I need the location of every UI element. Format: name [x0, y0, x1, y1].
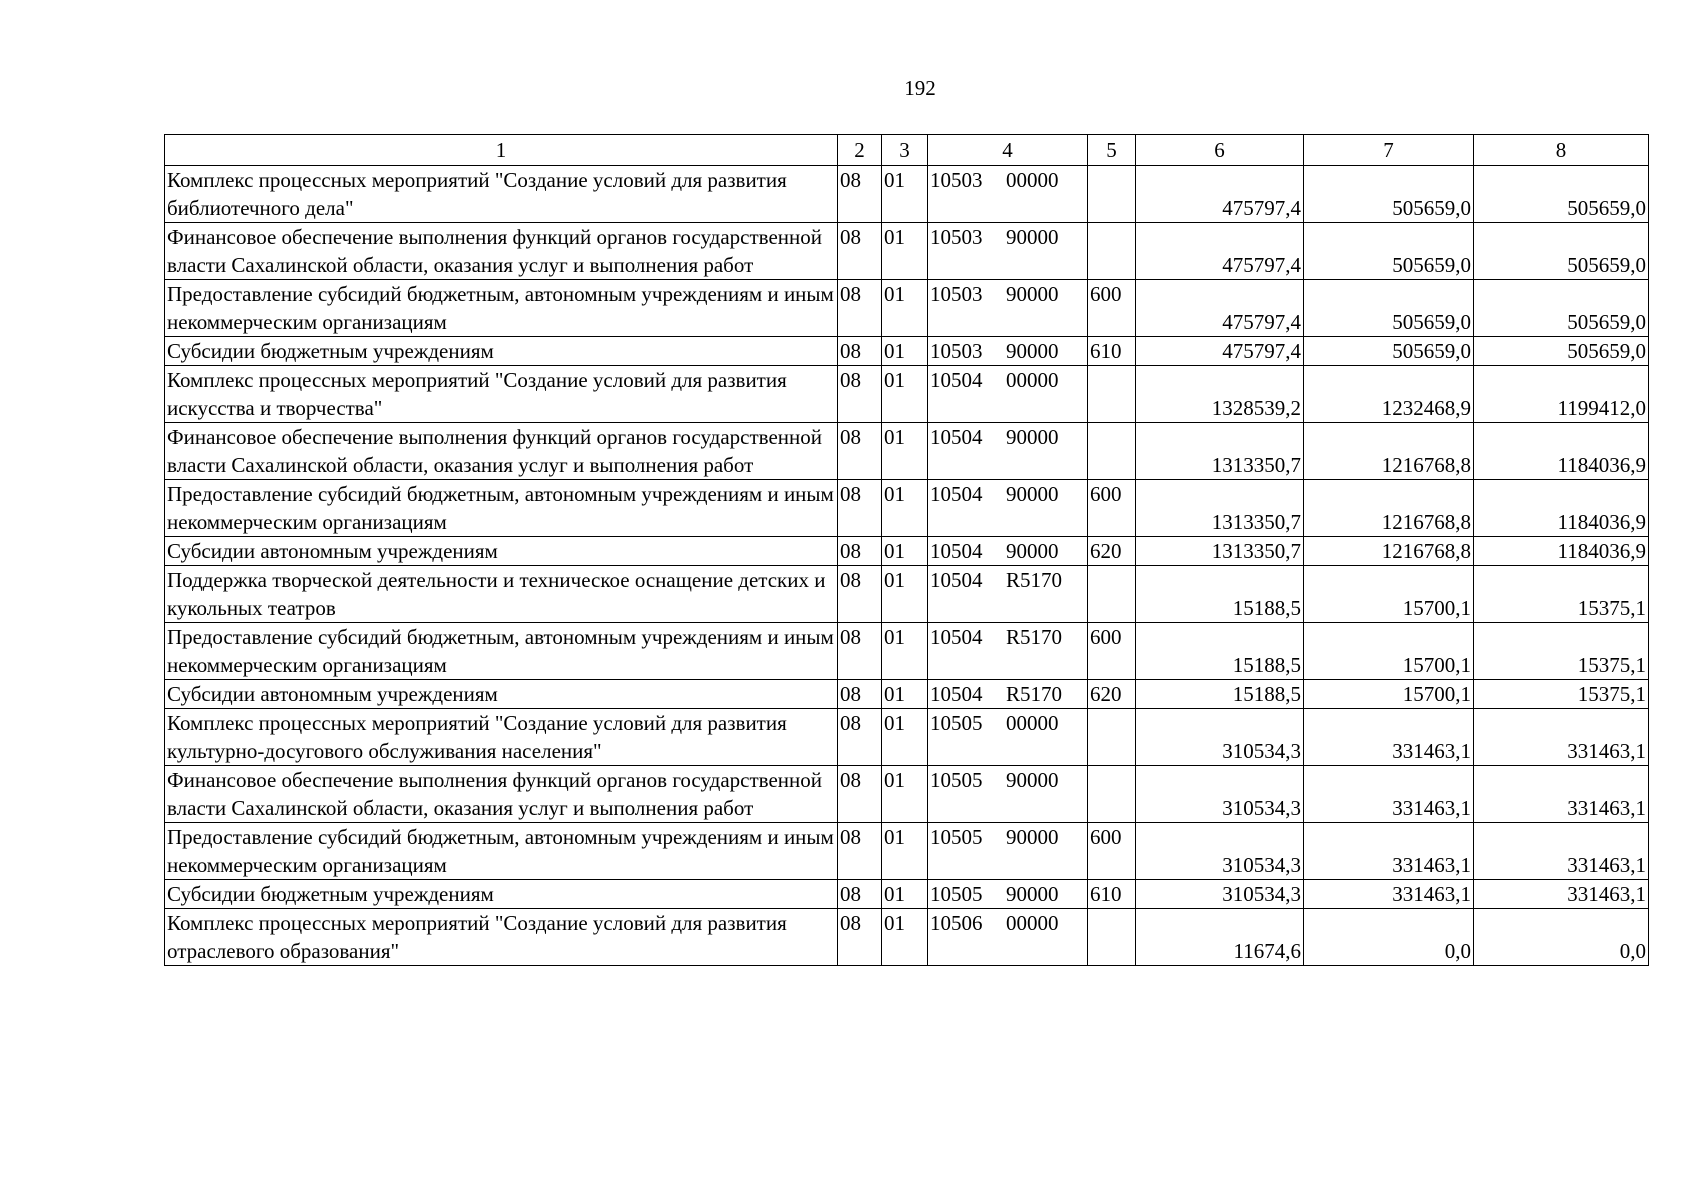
row-name-cell: Субсидии автономным учреждениям [165, 537, 838, 566]
subsection-code-cell: 01 [882, 223, 928, 280]
amount-col7-cell: 505659,0 [1304, 223, 1474, 280]
table-row [165, 280, 1649, 337]
subsection-code-cell: 01 [882, 166, 928, 223]
table-row [165, 480, 1649, 537]
expense-type-cell: 620 [1088, 537, 1136, 566]
amount-col6-cell: 15188,5 [1136, 566, 1304, 623]
section-code-cell: 08 [838, 709, 882, 766]
row-name-cell: Предоставление субсидий бюджетным, автономным учреждениям и иным некоммерческим организациям [165, 623, 838, 680]
row-name-cell: Финансовое обеспечение выполнения функций органов государственной власти Сахалинской области, оказания услуг и выполнения работ [165, 223, 838, 280]
amount-col8-cell: 505659,0 [1474, 223, 1649, 280]
row-name-cell: Предоставление субсидий бюджетным, автономным учреждениям и иным некоммерческим организациям [165, 480, 838, 537]
expense-type-cell: 600 [1088, 280, 1136, 337]
amount-col7-cell: 15700,1 [1304, 680, 1474, 709]
row-name-cell: Поддержка творческой деятельности и техническое оснащение детских и кукольных театров [165, 566, 838, 623]
target-article-cell [928, 280, 1088, 337]
section-code-cell: 08 [838, 623, 882, 680]
target-article-cell [928, 823, 1088, 880]
amount-col8-cell: 505659,0 [1474, 280, 1649, 337]
target-article-part2: 00000 [1006, 168, 1059, 192]
row-name-cell: Финансовое обеспечение выполнения функций органов государственной власти Сахалинской области, оказания услуг и выполнения работ [165, 423, 838, 480]
section-code-cell: 08 [838, 480, 882, 537]
row-name-cell: Комплекс процессных мероприятий "Создание условий для развития культурно-досугового обслуживания населения" [165, 709, 838, 766]
amount-col6-cell: 1313350,7 [1136, 423, 1304, 480]
amount-col8-cell: 331463,1 [1474, 766, 1649, 823]
expense-type-cell: 600 [1088, 823, 1136, 880]
target-article-part1: 10504 [930, 425, 983, 449]
amount-col6-cell: 475797,4 [1136, 280, 1304, 337]
target-article-part2: 00000 [1006, 911, 1059, 935]
target-article-part1: 10504 [930, 568, 983, 592]
amount-col8-cell: 15375,1 [1474, 680, 1649, 709]
table-row [165, 880, 1649, 909]
page-number: 192 [904, 76, 936, 100]
target-article-cell [928, 623, 1088, 680]
section-code-cell: 08 [838, 280, 882, 337]
target-article-part1: 10505 [930, 882, 983, 906]
subsection-code-cell: 01 [882, 709, 928, 766]
table-row [165, 623, 1649, 680]
amount-col8-cell: 331463,1 [1474, 823, 1649, 880]
row-name-cell: Финансовое обеспечение выполнения функций органов государственной власти Сахалинской области, оказания услуг и выполнения работ [165, 766, 838, 823]
section-code-cell: 08 [838, 166, 882, 223]
target-article-part2: 90000 [1006, 882, 1059, 906]
target-article-part1: 10503 [930, 168, 983, 192]
amount-col8-cell: 1184036,9 [1474, 423, 1649, 480]
expense-type-cell: 610 [1088, 337, 1136, 366]
amount-col8-cell: 331463,1 [1474, 709, 1649, 766]
amount-col6-cell: 475797,4 [1136, 337, 1304, 366]
expense-type-cell: 600 [1088, 623, 1136, 680]
target-article-cell [928, 680, 1088, 709]
table-row [165, 766, 1649, 823]
amount-col6-cell: 310534,3 [1136, 709, 1304, 766]
amount-col6-cell: 1313350,7 [1136, 480, 1304, 537]
amount-col6-cell: 11674,6 [1136, 909, 1304, 966]
amount-col6-cell: 310534,3 [1136, 880, 1304, 909]
subsection-code-cell: 01 [882, 537, 928, 566]
subsection-code-cell: 01 [882, 337, 928, 366]
header-cell: 8 [1474, 135, 1649, 166]
target-article-part1: 10504 [930, 539, 983, 563]
amount-col6-cell: 15188,5 [1136, 680, 1304, 709]
target-article-cell [928, 537, 1088, 566]
target-article-part2: 00000 [1006, 711, 1059, 735]
amount-col8-cell: 331463,1 [1474, 880, 1649, 909]
target-article-part2: R5170 [1006, 625, 1063, 649]
target-article-cell [928, 566, 1088, 623]
subsection-code-cell: 01 [882, 423, 928, 480]
target-article-part1: 10504 [930, 482, 983, 506]
target-article-part2: 90000 [1006, 225, 1059, 249]
target-article-cell [928, 337, 1088, 366]
target-article-part2: 90000 [1006, 282, 1059, 306]
row-name-cell: Предоставление субсидий бюджетным, автономным учреждениям и иным некоммерческим организациям [165, 280, 838, 337]
amount-col6-cell: 475797,4 [1136, 166, 1304, 223]
row-name-cell: Субсидии бюджетным учреждениям [165, 337, 838, 366]
target-article-part1: 10505 [930, 711, 983, 735]
amount-col8-cell: 505659,0 [1474, 166, 1649, 223]
amount-col7-cell: 15700,1 [1304, 623, 1474, 680]
amount-col8-cell: 1184036,9 [1474, 537, 1649, 566]
amount-col7-cell: 331463,1 [1304, 880, 1474, 909]
section-code-cell: 08 [838, 366, 882, 423]
section-code-cell: 08 [838, 680, 882, 709]
section-code-cell: 08 [838, 423, 882, 480]
amount-col7-cell: 15700,1 [1304, 566, 1474, 623]
header-cell: 1 [165, 135, 838, 166]
expense-type-cell [1088, 766, 1136, 823]
target-article-part2: 90000 [1006, 825, 1059, 849]
header-cell: 7 [1304, 135, 1474, 166]
amount-col7-cell: 505659,0 [1304, 166, 1474, 223]
target-article-cell [928, 366, 1088, 423]
table-row [165, 423, 1649, 480]
row-name-cell: Комплекс процессных мероприятий "Создание условий для развития отраслевого образования" [165, 909, 838, 966]
amount-col7-cell: 505659,0 [1304, 280, 1474, 337]
expense-type-cell: 610 [1088, 880, 1136, 909]
amount-col7-cell: 331463,1 [1304, 823, 1474, 880]
header-cell: 2 [838, 135, 882, 166]
target-article-part2: 90000 [1006, 768, 1059, 792]
target-article-cell [928, 880, 1088, 909]
amount-col6-cell: 1328539,2 [1136, 366, 1304, 423]
target-article-part2: 90000 [1006, 482, 1059, 506]
table-row [165, 223, 1649, 280]
section-code-cell: 08 [838, 909, 882, 966]
target-article-cell [928, 909, 1088, 966]
target-article-part1: 10504 [930, 368, 983, 392]
amount-col8-cell: 1184036,9 [1474, 480, 1649, 537]
target-article-part2: 90000 [1006, 425, 1059, 449]
target-article-part1: 10504 [930, 625, 983, 649]
target-article-part1: 10505 [930, 825, 983, 849]
subsection-code-cell: 01 [882, 366, 928, 423]
amount-col8-cell: 15375,1 [1474, 623, 1649, 680]
row-name-cell: Предоставление субсидий бюджетным, автономным учреждениям и иным некоммерческим организациям [165, 823, 838, 880]
amount-col8-cell: 1199412,0 [1474, 366, 1649, 423]
subsection-code-cell: 01 [882, 480, 928, 537]
header-cell: 3 [882, 135, 928, 166]
target-article-part1: 10503 [930, 282, 983, 306]
target-article-cell [928, 480, 1088, 537]
section-code-cell: 08 [838, 880, 882, 909]
amount-col8-cell: 0,0 [1474, 909, 1649, 966]
table-row [165, 537, 1649, 566]
subsection-code-cell: 01 [882, 823, 928, 880]
expense-type-cell: 600 [1088, 480, 1136, 537]
table-header-row [165, 135, 1649, 166]
amount-col7-cell: 1216768,8 [1304, 423, 1474, 480]
section-code-cell: 08 [838, 823, 882, 880]
amount-col7-cell: 331463,1 [1304, 709, 1474, 766]
subsection-code-cell: 01 [882, 623, 928, 680]
table-row [165, 366, 1649, 423]
header-cell: 4 [928, 135, 1088, 166]
subsection-code-cell: 01 [882, 880, 928, 909]
target-article-part1: 10506 [930, 911, 983, 935]
section-code-cell: 08 [838, 337, 882, 366]
expense-type-cell [1088, 366, 1136, 423]
expense-type-cell [1088, 909, 1136, 966]
target-article-part1: 10505 [930, 768, 983, 792]
section-code-cell: 08 [838, 537, 882, 566]
amount-col6-cell: 15188,5 [1136, 623, 1304, 680]
target-article-part1: 10504 [930, 682, 983, 706]
target-article-cell [928, 223, 1088, 280]
target-article-part2: R5170 [1006, 682, 1063, 706]
table-row [165, 337, 1649, 366]
target-article-cell [928, 766, 1088, 823]
row-name-cell: Комплекс процессных мероприятий "Создание условий для развития искусства и творчества" [165, 366, 838, 423]
target-article-part2: 90000 [1006, 339, 1059, 363]
target-article-cell [928, 166, 1088, 223]
amount-col8-cell: 505659,0 [1474, 337, 1649, 366]
amount-col7-cell: 331463,1 [1304, 766, 1474, 823]
section-code-cell: 08 [838, 566, 882, 623]
amount-col7-cell: 1232468,9 [1304, 366, 1474, 423]
amount-col8-cell: 15375,1 [1474, 566, 1649, 623]
section-code-cell: 08 [838, 766, 882, 823]
amount-col7-cell: 1216768,8 [1304, 480, 1474, 537]
table-row [165, 909, 1649, 966]
subsection-code-cell: 01 [882, 909, 928, 966]
target-article-part2: 90000 [1006, 539, 1059, 563]
subsection-code-cell: 01 [882, 566, 928, 623]
target-article-part1: 10503 [930, 339, 983, 363]
target-article-part2: 00000 [1006, 368, 1059, 392]
row-name-cell: Субсидии бюджетным учреждениям [165, 880, 838, 909]
target-article-cell [928, 709, 1088, 766]
amount-col6-cell: 1313350,7 [1136, 537, 1304, 566]
row-name-cell: Субсидии автономным учреждениям [165, 680, 838, 709]
expense-type-cell [1088, 223, 1136, 280]
amount-col7-cell: 505659,0 [1304, 337, 1474, 366]
amount-col7-cell: 1216768,8 [1304, 537, 1474, 566]
subsection-code-cell: 01 [882, 680, 928, 709]
table-row [165, 166, 1649, 223]
subsection-code-cell: 01 [882, 766, 928, 823]
row-name-cell: Комплекс процессных мероприятий "Создание условий для развития библиотечного дела" [165, 166, 838, 223]
table-row [165, 680, 1649, 709]
expense-type-cell [1088, 166, 1136, 223]
target-article-part2: R5170 [1006, 568, 1063, 592]
amount-col7-cell: 0,0 [1304, 909, 1474, 966]
budget-table [164, 134, 1649, 966]
expense-type-cell: 620 [1088, 680, 1136, 709]
header-cell: 5 [1088, 135, 1136, 166]
table-row [165, 823, 1649, 880]
target-article-part1: 10503 [930, 225, 983, 249]
subsection-code-cell: 01 [882, 280, 928, 337]
amount-col6-cell: 310534,3 [1136, 823, 1304, 880]
expense-type-cell [1088, 566, 1136, 623]
header-cell: 6 [1136, 135, 1304, 166]
section-code-cell: 08 [838, 223, 882, 280]
table-row [165, 566, 1649, 623]
amount-col6-cell: 475797,4 [1136, 223, 1304, 280]
expense-type-cell [1088, 709, 1136, 766]
expense-type-cell [1088, 423, 1136, 480]
table-row [165, 709, 1649, 766]
amount-col6-cell: 310534,3 [1136, 766, 1304, 823]
target-article-cell [928, 423, 1088, 480]
